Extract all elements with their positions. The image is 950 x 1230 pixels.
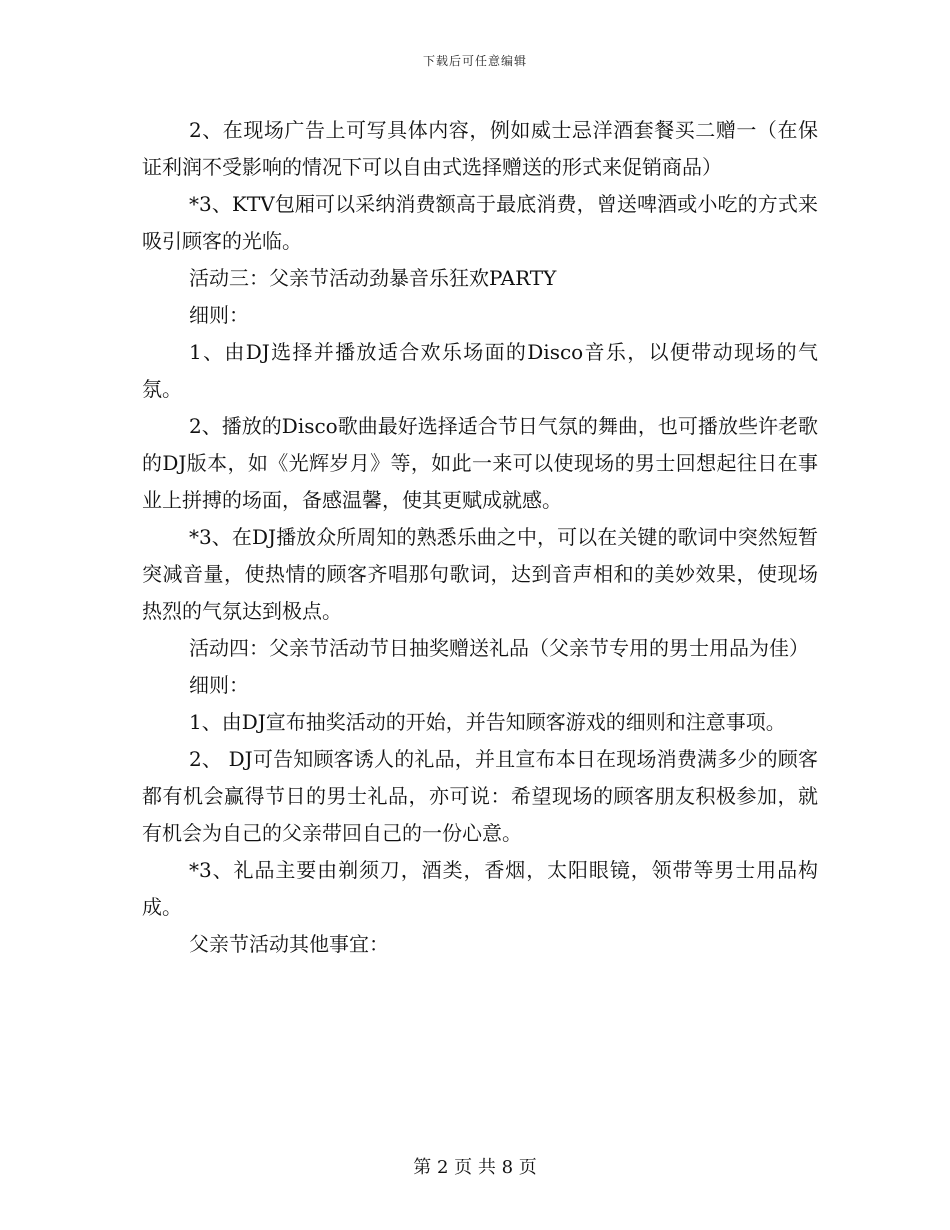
paragraph-7: 2、 DJ可告知顾客诱人的礼品，并且宣布本日在现场消费满多少的顾客都有机会赢得节日的男士礼品，亦可说：希望现场的顾客朋友积极参加，就有机会为自己的父亲带回自己的一份心意。 (142, 747, 818, 845)
paragraph-3: 1、由DJ选择并播放适合欢乐场面的Disco音乐，以便带动现场的气氛。 (142, 340, 818, 401)
paragraph-5: *3、在DJ播放众所周知的熟悉乐曲之中，可以在关键的歌词中突然短暂突减音量，使热情的顾客齐唱那句歌词，达到音声相和的美妙效果，使现场热烈的气氛达到极点。 (142, 525, 818, 623)
paragraph-1: 2、在现场广告上可写具体内容，例如威士忌洋酒套餐买二赠一（在保证利润不受影响的情况下可以自由式选择赠送的形式来促销商品） (142, 118, 818, 179)
paragraph-6: 1、由DJ宣布抽奖活动的开始，并告知顾客游戏的细则和注意事项。 (189, 710, 786, 734)
page-footer: 第 2 页 共 8 页 (413, 1157, 537, 1178)
rules-label-2: 细则： (189, 673, 249, 697)
heading-other-matters: 父亲节活动其他事宜： (189, 932, 389, 956)
rules-label-1: 细则： (189, 303, 249, 327)
page-header: 下载后可任意编辑 (422, 54, 527, 68)
paragraph-2: *3、KTV包厢可以采纳消费额高于最底消费，曾送啤酒或小吃的方式来吸引顾客的光临。 (142, 192, 818, 253)
paragraph-4: 2、播放的Disco歌曲最好选择适合节日气氛的舞曲，也可播放些许老歌的DJ版本，如《光辉岁月》等，如此一来可以使现场的男士回想起往日在事业上拼搏的场面，备感温馨，使其更赋成就感。 (142, 414, 818, 512)
paragraph-8: *3、礼品主要由剃须刀，酒类，香烟，太阳眼镜，领带等男士用品构成。 (142, 858, 818, 919)
heading-activity-4: 活动四：父亲节活动节日抽奖赠送礼品（父亲节专用的男士用品为佳） (189, 636, 809, 660)
heading-activity-3: 活动三：父亲节活动劲暴音乐狂欢PARTY (189, 266, 557, 290)
document-body (142, 112, 818, 963)
